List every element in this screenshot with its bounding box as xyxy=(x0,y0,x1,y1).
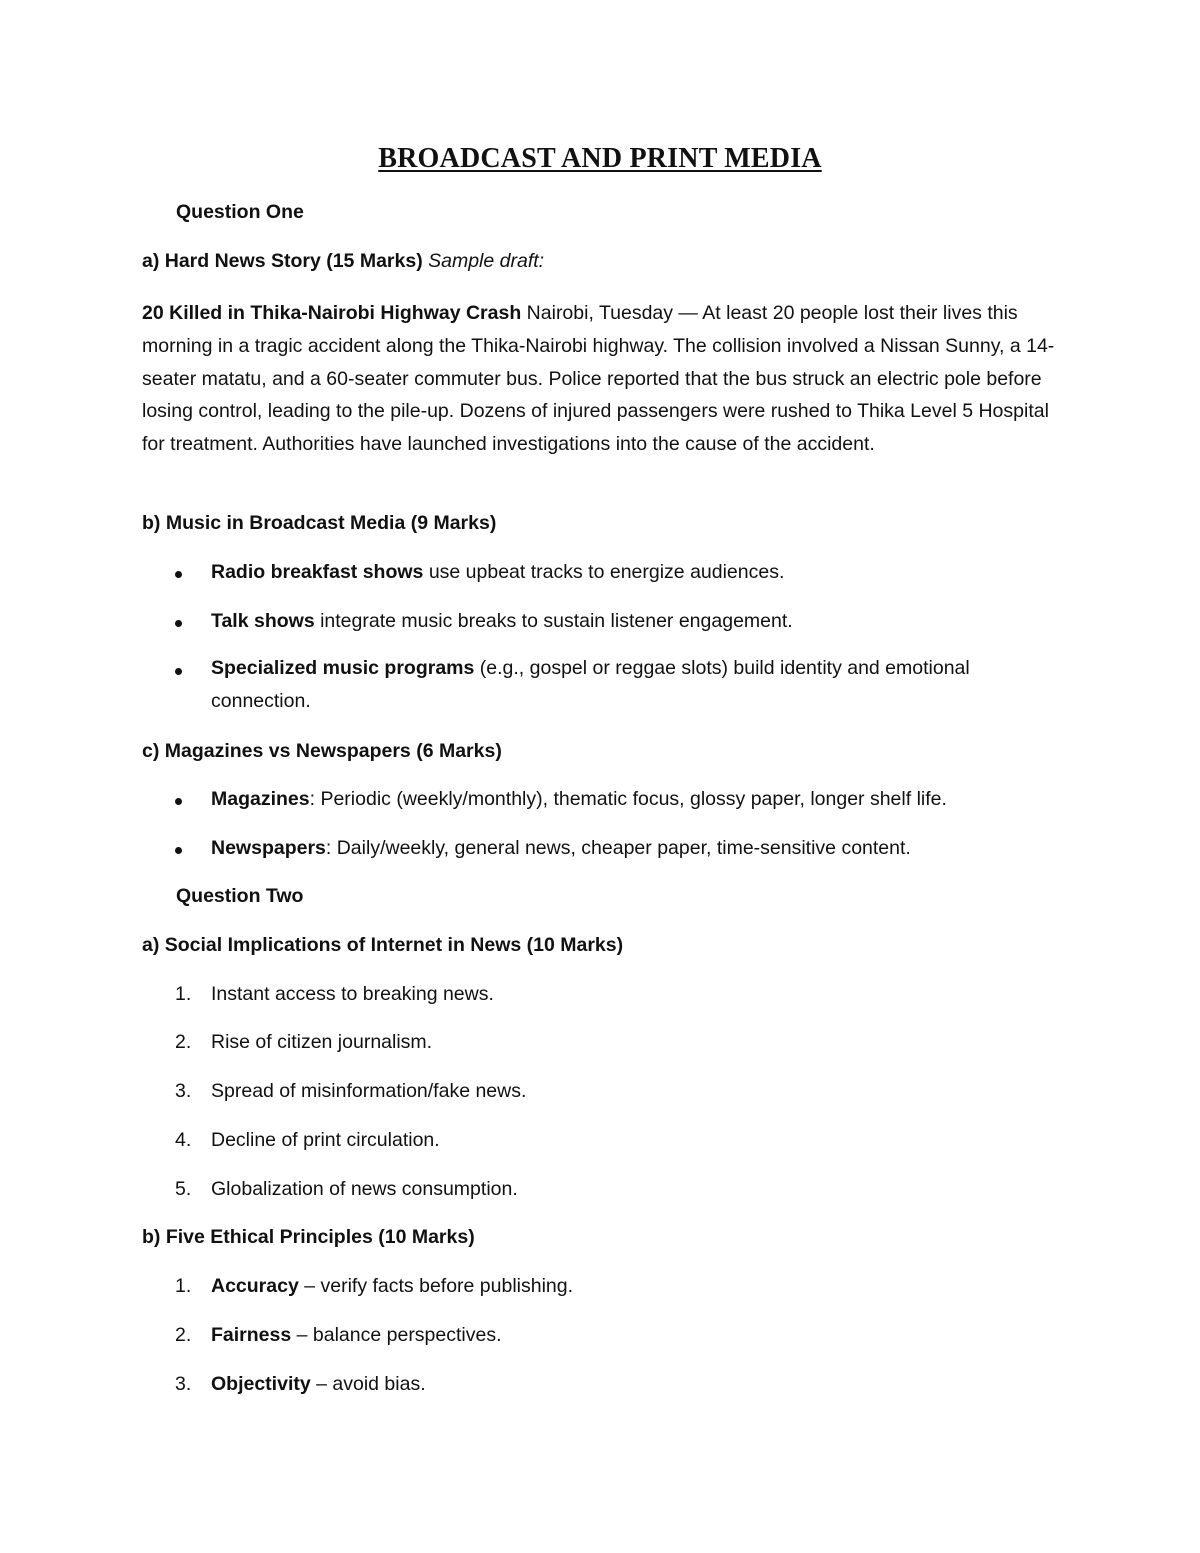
list-item: Instant access to breaking news. xyxy=(211,983,494,1005)
list-number: 4. xyxy=(175,1129,192,1151)
list-number: 2. xyxy=(175,1324,192,1346)
list-number: 3. xyxy=(175,1080,192,1102)
list-item-text: integrate music breaks to sustain listener engagement. xyxy=(314,610,793,632)
list-item-text: – balance perspectives. xyxy=(291,1324,502,1346)
list-item-term: Specialized music programs xyxy=(211,657,475,679)
list-item-text: : Daily/weekly, general news, cheaper paper, time-sensitive content. xyxy=(325,837,911,859)
bullet-icon xyxy=(175,668,185,678)
list-item: Spread of misinformation/fake news. xyxy=(211,1080,527,1102)
list-item-text: – verify facts before publishing. xyxy=(298,1275,574,1297)
list-item-term: Newspapers xyxy=(211,837,326,859)
list-item xyxy=(211,1324,502,1347)
q2a-heading: a) Social Implications of Internet in News (10 Marks) xyxy=(142,934,624,956)
list-item xyxy=(211,1275,573,1298)
list-item-term: Objectivity xyxy=(211,1373,311,1395)
list-item-term: Fairness xyxy=(211,1324,292,1346)
bullet-icon xyxy=(175,798,185,808)
list-item xyxy=(211,837,911,860)
question-two-heading: Question Two xyxy=(176,885,304,907)
list-item-text: : Periodic (weekly/monthly), thematic focus, glossy paper, longer shelf life. xyxy=(309,788,947,810)
list-item-term: Radio breakfast shows xyxy=(211,561,424,583)
bullet-icon xyxy=(175,571,185,581)
q1a-note: Sample draft: xyxy=(422,250,545,272)
list-number: 3. xyxy=(175,1373,192,1395)
q1b-heading: b) Music in Broadcast Media (9 Marks) xyxy=(142,512,497,534)
news-body: Nairobi, Tuesday — At least 20 people lost their lives this morning in a tragic accident along the Thika-Nairobi highway. The collision involved a Nissan Sunny, a 14-seater matatu, and a 60-seater commuter bus. Police reported that the bus struck an electric pole before losing control, leading to the pile-up. Dozens of injured passengers were rushed to Thika Level 5 Hospital for treatment. Authorities have launched investigations into the cause of the accident. xyxy=(142,302,1055,456)
list-number: 5. xyxy=(175,1178,192,1200)
list-item xyxy=(211,610,793,633)
list-item xyxy=(211,561,784,584)
bullet-icon xyxy=(175,847,185,857)
news-story-paragraph xyxy=(142,297,1072,461)
list-item-term: Talk shows xyxy=(211,610,315,632)
q2b-heading: b) Five Ethical Principles (10 Marks) xyxy=(142,1226,475,1248)
list-item-text: use upbeat tracks to energize audiences. xyxy=(423,561,785,583)
list-item xyxy=(211,652,1071,718)
list-item-term: Accuracy xyxy=(211,1275,299,1297)
list-item-text: – avoid bias. xyxy=(310,1373,426,1395)
list-number: 1. xyxy=(175,1275,192,1297)
list-item-term: Magazines xyxy=(211,788,310,810)
question-one-heading: Question One xyxy=(176,201,304,223)
list-item: Rise of citizen journalism. xyxy=(211,1031,433,1053)
list-item xyxy=(211,1373,426,1396)
q1a-heading: a) Hard News Story (15 Marks) xyxy=(142,250,423,272)
list-number: 1. xyxy=(175,983,192,1005)
news-headline: 20 Killed in Thika-Nairobi Highway Crash xyxy=(142,302,522,324)
list-item xyxy=(211,788,947,811)
list-item-text: (e.g., gospel or reggae slots) build identity and emotional connection. xyxy=(211,657,970,712)
bullet-icon xyxy=(175,620,185,630)
document-title: BROADCAST AND PRINT MEDIA xyxy=(378,143,822,174)
q1a-heading-line xyxy=(142,250,544,273)
list-item: Globalization of news consumption. xyxy=(211,1178,518,1200)
list-item: Decline of print circulation. xyxy=(211,1129,440,1151)
list-number: 2. xyxy=(175,1031,192,1053)
q1c-heading: c) Magazines vs Newspapers (6 Marks) xyxy=(142,740,502,762)
